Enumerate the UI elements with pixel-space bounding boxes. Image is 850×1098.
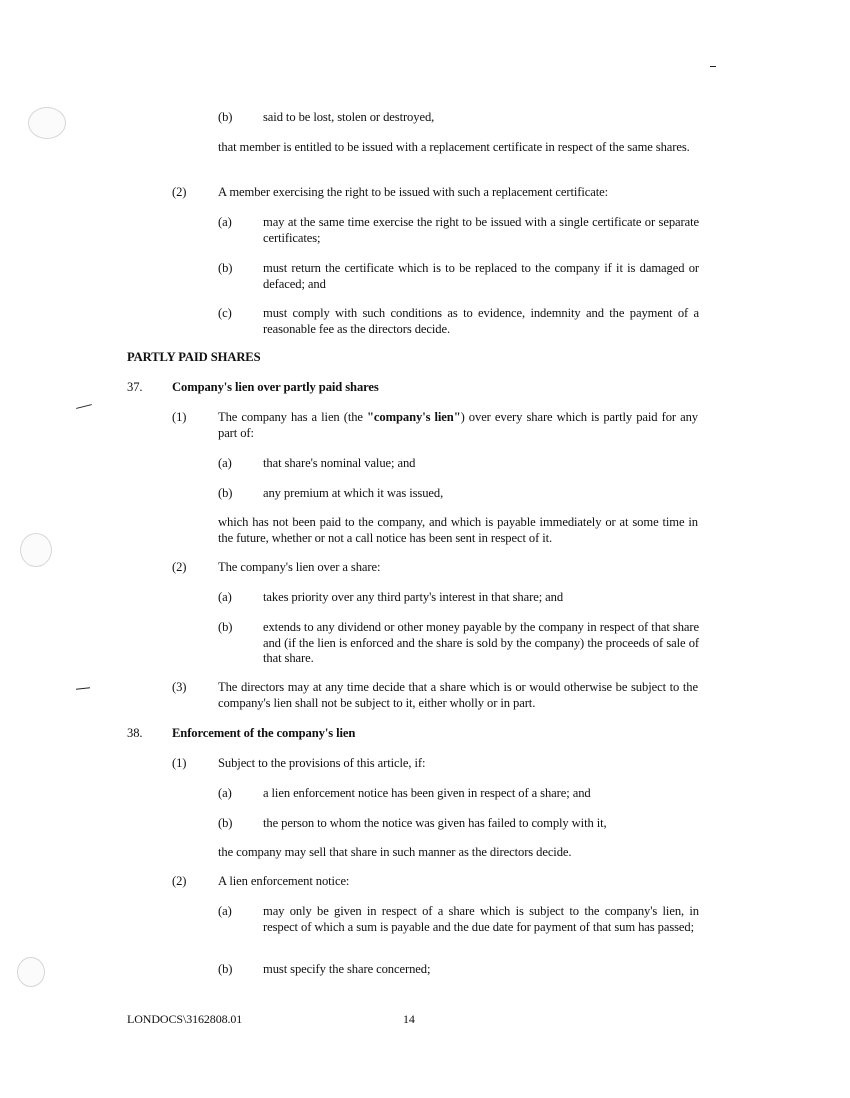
item-text: any premium at which it was issued, xyxy=(263,486,444,500)
clause-label: (3) xyxy=(172,680,187,694)
clause-text-part: The company has a lien (the xyxy=(218,410,368,424)
clause-text: Subject to the provisions of this article, if: xyxy=(218,756,426,770)
section-heading: PARTLY PAID SHARES xyxy=(127,350,261,364)
item-label: (a) xyxy=(218,904,232,918)
item-text: must return the certificate which is to be replaced to the company if it is damaged or defaced; and xyxy=(263,261,699,291)
margin-tick-1 xyxy=(76,404,92,409)
clause-text: The directors may at any time decide that a share which is or would otherwise be subject to the company's lien shall not be subject to it, either wholly or in part. xyxy=(218,680,698,710)
margin-tick-3 xyxy=(710,66,716,67)
clause-text: The company's lien over a share: xyxy=(218,560,381,574)
document-reference: LONDOCS\3162808.01 xyxy=(127,1012,243,1026)
clause-label: (2) xyxy=(172,560,187,574)
item-text: said to be lost, stolen or destroyed, xyxy=(263,110,435,124)
item-text: must specify the share concerned; xyxy=(263,962,431,976)
item-label: (c) xyxy=(218,306,232,320)
clause-text: A lien enforcement notice: xyxy=(218,874,350,888)
article-title: Enforcement of the company's lien xyxy=(172,726,356,740)
item-label: (a) xyxy=(218,215,232,229)
paragraph-text: the company may sell that share in such manner as the directors decide. xyxy=(218,845,572,859)
clause-label: (2) xyxy=(172,874,187,888)
item-label: (a) xyxy=(218,786,232,800)
item-text: takes priority over any third party's interest in that share; and xyxy=(263,590,564,604)
item-label: (b) xyxy=(218,816,233,830)
item-label: (b) xyxy=(218,486,233,500)
punch-hole-bottom xyxy=(17,957,45,987)
item-label: (a) xyxy=(218,590,232,604)
clause-label: (1) xyxy=(172,410,187,424)
item-text: must comply with such conditions as to evidence, indemnity and the payment of a reasonable fee as the directors decide. xyxy=(263,306,699,336)
item-label: (b) xyxy=(218,110,233,124)
item-label: (b) xyxy=(218,261,233,275)
item-text: may only be given in respect of a share which is subject to the company's lien, in respect of which a sum is payable and the due date for payment of that sum has passed; xyxy=(263,904,699,934)
defined-term: "company's lien" xyxy=(367,410,461,424)
page-number: 14 xyxy=(403,1012,415,1026)
item-text: a lien enforcement notice has been given in respect of a share; and xyxy=(263,786,591,800)
clause-text: A member exercising the right to be issued with such a replacement certificate: xyxy=(218,185,609,199)
punch-hole-middle xyxy=(20,533,52,567)
paragraph-text: which has not been paid to the company, and which is payable immediately or at some time in the future, whether or not a call notice has been sent in respect of it. xyxy=(218,515,698,545)
clause-label: (2) xyxy=(172,185,187,199)
item-label: (b) xyxy=(218,962,233,976)
item-text: may at the same time exercise the right to be issued with a single certificate or separate certificates; xyxy=(263,215,699,245)
article-title: Company's lien over partly paid shares xyxy=(172,380,379,394)
item-text: that share's nominal value; and xyxy=(263,456,416,470)
clause-text xyxy=(218,410,698,441)
item-text: extends to any dividend or other money payable by the company in respect of that share and (if the lien is enforced and the share is sold by the company) the proceeds of sale of that share. xyxy=(263,620,699,665)
clause-label: (1) xyxy=(172,756,187,770)
margin-tick-2 xyxy=(76,687,90,689)
paragraph-text: that member is entitled to be issued with a replacement certificate in respect of the same shares. xyxy=(218,140,690,154)
article-number: 37. xyxy=(127,380,143,394)
clause-text-part: ) over every share which is partly paid for any part of: xyxy=(218,410,698,440)
punch-hole-top xyxy=(28,107,66,139)
item-text: the person to whom the notice was given has failed to comply with it, xyxy=(263,816,607,830)
item-label: (b) xyxy=(218,620,233,634)
article-number: 38. xyxy=(127,726,143,740)
item-label: (a) xyxy=(218,456,232,470)
